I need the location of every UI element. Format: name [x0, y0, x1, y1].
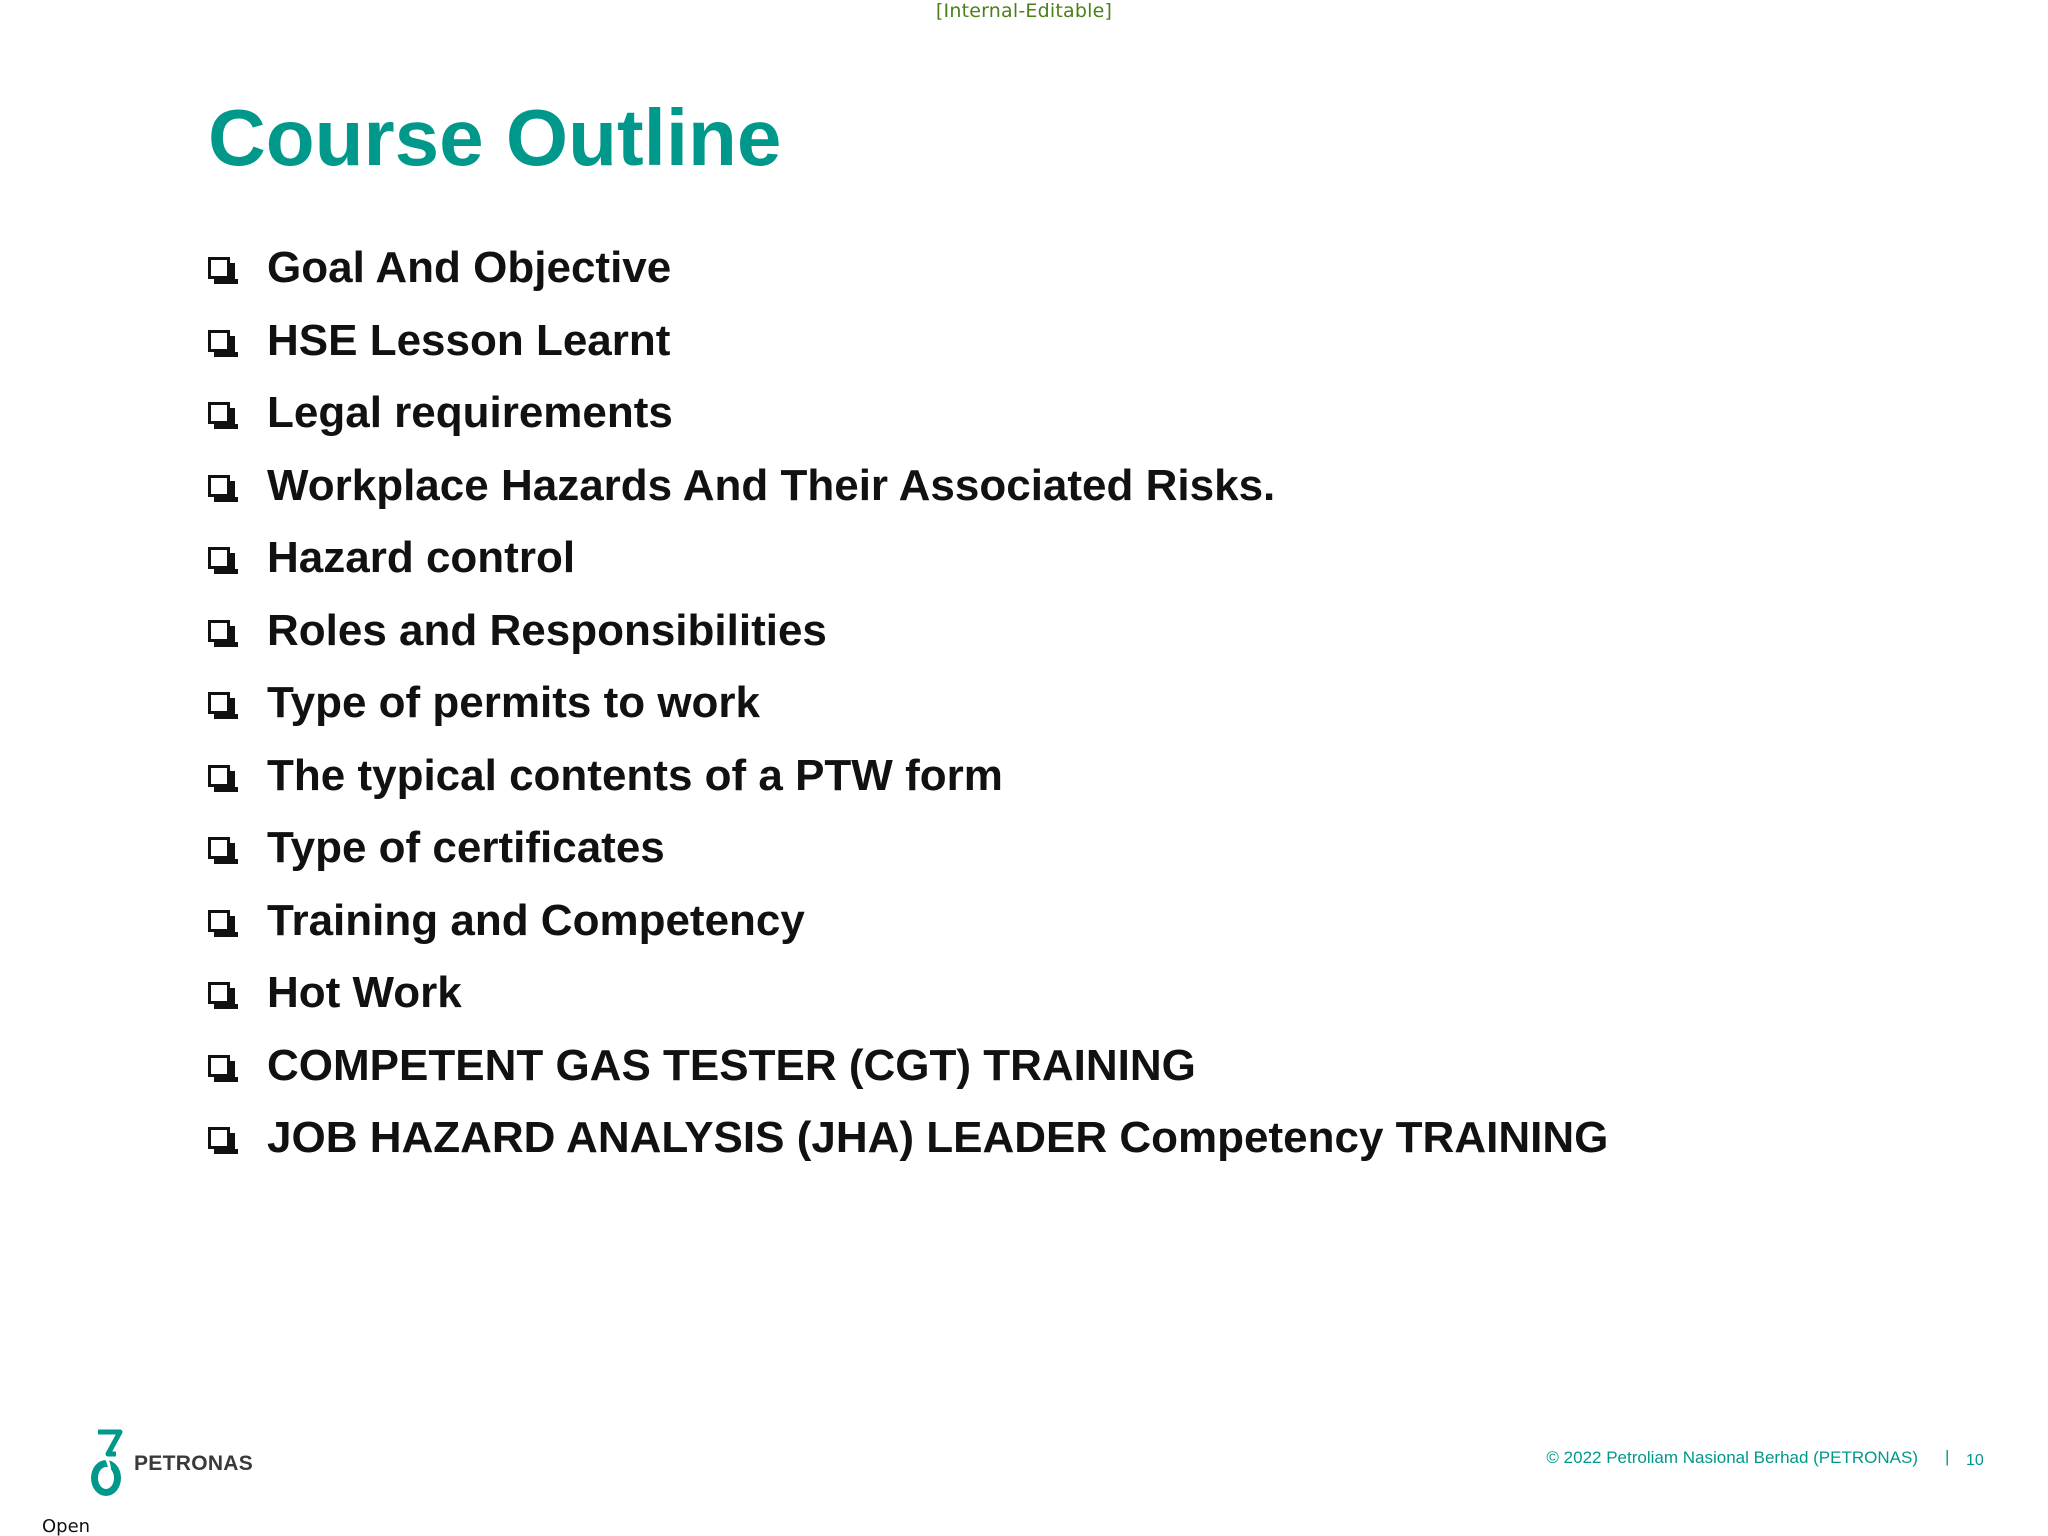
checkbox-square-icon — [208, 402, 230, 424]
slide-title: Course Outline — [208, 93, 782, 182]
logo-text: PETRONAS — [134, 1452, 254, 1475]
checkbox-square-icon — [208, 910, 230, 932]
petronas-logo — [86, 1428, 253, 1500]
checkbox-square-icon — [208, 620, 230, 642]
outline-item — [208, 667, 1608, 740]
outline-item — [208, 522, 1608, 595]
outline-item-label: Type of permits to work — [267, 678, 761, 728]
petronas-logo-icon — [86, 1428, 126, 1500]
outline-item — [208, 1030, 1608, 1103]
checkbox-square-icon — [208, 1127, 230, 1149]
outline-item — [208, 885, 1608, 958]
classification-label: [Internal-Editable] — [935, 0, 1113, 22]
course-outline-list — [208, 232, 1608, 1175]
outline-item — [208, 595, 1608, 668]
checkbox-square-icon — [208, 765, 230, 787]
outline-item-label: HSE Lesson Learnt — [267, 315, 671, 365]
page-separator: | — [1945, 1447, 1950, 1466]
outline-item-label: COMPETENT GAS TESTER (CGT) TRAINING — [267, 1040, 1196, 1090]
checkbox-square-icon — [208, 330, 230, 352]
outline-item — [208, 305, 1608, 378]
copyright-text: © 2022 Petroliam Nasional Berhad (PETRONAS) — [1546, 1448, 1918, 1467]
outline-item — [208, 812, 1608, 885]
outline-item — [208, 740, 1608, 813]
outline-item — [208, 450, 1608, 523]
outline-item — [208, 957, 1608, 1030]
outline-item-label: Goal And Objective — [267, 243, 672, 293]
checkbox-square-icon — [208, 257, 230, 279]
checkbox-square-icon — [208, 837, 230, 859]
outline-item-label: JOB HAZARD ANALYSIS (JHA) LEADER Competency TRAINING — [267, 1113, 1609, 1163]
outline-item-label: Workplace Hazards And Their Associated Risks. — [267, 460, 1276, 510]
sensitivity-label: Open — [42, 1516, 91, 1536]
checkbox-square-icon — [208, 982, 230, 1004]
outline-item-label: Roles and Responsibilities — [267, 605, 827, 655]
outline-item — [208, 1102, 1608, 1175]
outline-item-label: Legal requirements — [267, 388, 673, 438]
outline-item-label: Hot Work — [267, 968, 462, 1018]
outline-item — [208, 232, 1608, 305]
outline-item-label: Training and Competency — [267, 895, 805, 945]
checkbox-square-icon — [208, 547, 230, 569]
outline-item-label: Hazard control — [267, 533, 576, 583]
checkbox-square-icon — [208, 692, 230, 714]
outline-item-label: The typical contents of a PTW form — [267, 750, 1003, 800]
checkbox-square-icon — [208, 475, 230, 497]
checkbox-square-icon — [208, 1055, 230, 1077]
outline-item — [208, 377, 1608, 450]
outline-item-label: Type of certificates — [267, 823, 665, 873]
page-number: 10 — [1966, 1452, 1984, 1469]
